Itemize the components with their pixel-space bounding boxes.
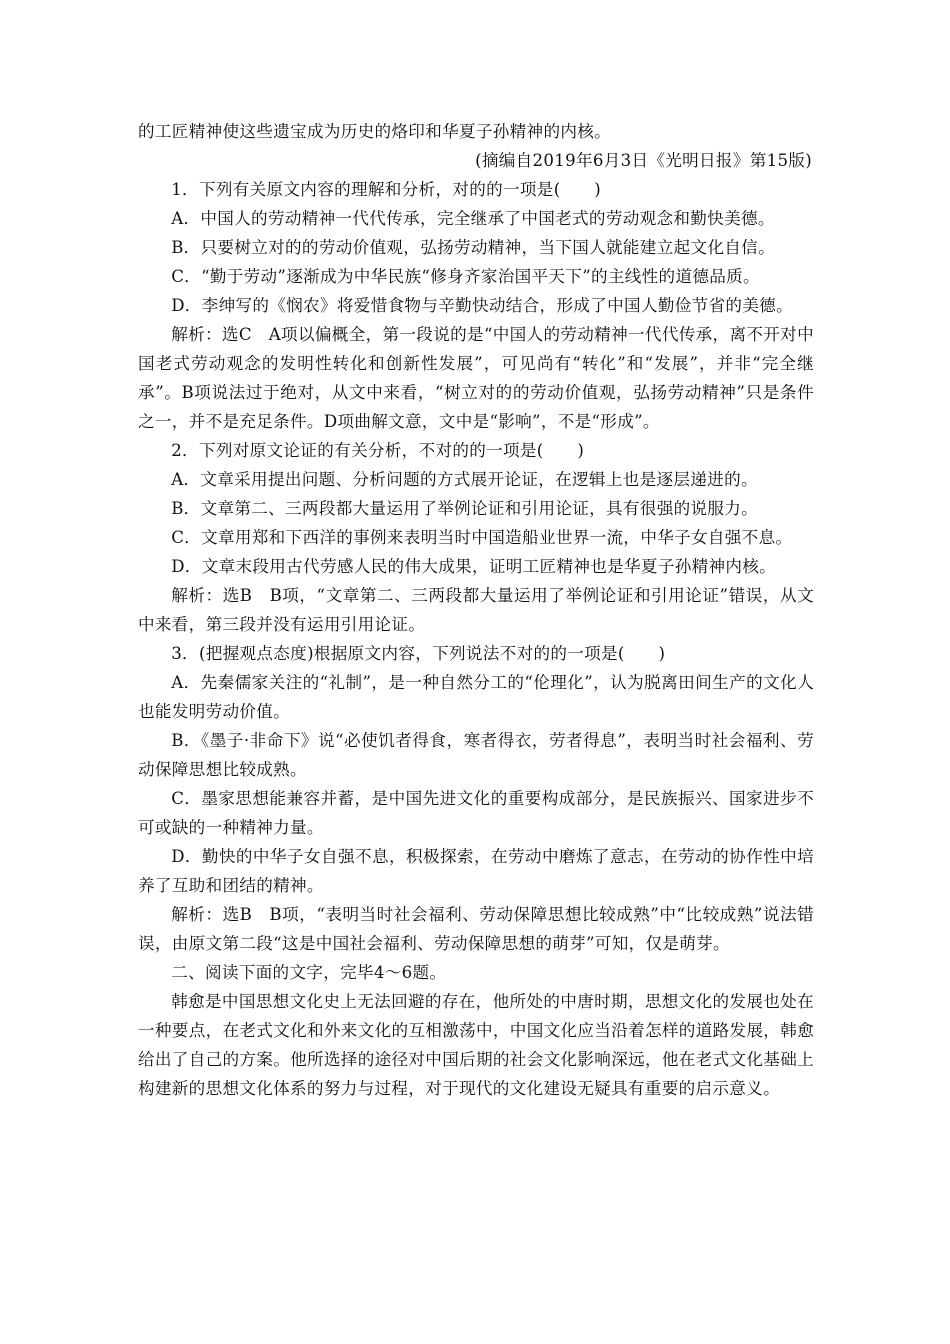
- question-1: 1．下列有关原文内容的理解和分析，对的的一项是( ): [171, 180, 602, 199]
- question-2-option-c: C．文章用郑和下西洋的事例来表明当时中国造船业世界一流，中华子女自强不息。: [171, 528, 793, 547]
- question-2-option-d: D．文章末段用古代劳感人民的伟大成果，证明工匠精神也是华夏子孙精神内核。: [171, 557, 777, 576]
- question-3-option-a: A．先秦儒家关注的“礼制”，是一种自然分工的“伦理化”，认为脱离田间生产的文化人也能发明劳动价值。: [138, 673, 814, 721]
- question-3-option-c: C．墨家思想能兼容并蓄，是中国先进文化的重要构成部分，是民族振兴、国家进步不可或缺的一种精神力量。: [138, 789, 815, 837]
- question-1-option-b: B．只要树立对的的劳动价值观，弘扬劳动精神，当下国人就能建立起文化自信。: [171, 238, 775, 257]
- document-page: [138, 117, 814, 1103]
- question-3-option-d: D．勤快的中华子女自强不息，积极探索，在劳动中磨炼了意志，在劳动的协作性中培养了互助和团结的精神。: [138, 847, 814, 895]
- question-2-option-a: A．文章采用提出问题、分析问题的方式展开论证，在逻辑上也是逐层递进的。: [171, 470, 758, 489]
- question-1-analysis: 解析：选C A项以偏概全，第一段说的是“中国人的劳动精神一代代传承，离不开对中国老式劳动观念的发明性转化和创新性发展”，可见尚有“转化”和“发展”，并非“完全继承”。B项说法过于绝对，从文中来看，“树立对的的劳动价值观，弘扬劳动精神”只是条件之一，并不是充足条件。D项曲解文意，文中是“影响”，不是“形成”。: [138, 325, 814, 431]
- question-2: 2．下列对原文论证的有关分析，不对的的一项是( ): [171, 441, 585, 460]
- question-3: 3．(把握观点态度)根据原文内容，下列说法不对的的一项是( ): [171, 644, 666, 663]
- text-continuation: 的工匠精神使这些遗宝成为历史的烙印和华夏子孙精神的内核。: [138, 122, 612, 141]
- question-1-option-c: C．“勤于劳动”逐渐成为中华民族“修身齐家治国平天下”的主线性的道德品质。: [171, 267, 760, 286]
- reading-passage: 韩愈是中国思想文化史上无法回避的存在，他所处的中唐时期，思想文化的发展也处在一种要点，在老式文化和外来文化的互相激荡中，中国文化应当沿着怎样的道路发展，韩愈给出了自己的方案。他所选择的途径对中国后期的社会文化影响深远，他在老式文化基础上构建新的思想文化体系的努力与过程，对于现代的文化建设无疑具有重要的启示意义。: [138, 992, 814, 1098]
- question-3-analysis: 解析：选B B项，“表明当时社会福利、劳动保障思想比较成熟”中“比较成熟”说法错误，由原文第二段“这是中国社会福利、劳动保障思想的萌芽”可知，仅是萌芽。: [138, 905, 814, 953]
- source-citation: (摘编自2019年6月3日《光明日报》第15版): [475, 151, 812, 170]
- question-2-option-b: B．文章第二、三两段都大量运用了举例论证和引用论证，具有很强的说服力。: [171, 499, 759, 518]
- question-2-analysis: 解析：选B B项，“文章第二、三两段都大量运用了举例论证和引用论证”错误，从文中来看，第三段并没有运用引用论证。: [138, 586, 814, 634]
- question-3-option-b: B．《墨子·非命下》说“必使饥者得食，寒者得衣，劳者得息”，表明当时社会福利、劳动保障思想比较成熟。: [138, 731, 814, 779]
- question-1-option-d: D．李绅写的《悯农》将爱惜食物与辛勤快动结合，形成了中国人勤俭节省的美德。: [171, 296, 793, 315]
- section-2-heading: 二、阅读下面的文字，完毕4～6题。: [171, 963, 447, 982]
- question-1-option-a: A．中国人的劳动精神一代代传承，完全继承了中国老式的劳动观念和勤快美德。: [171, 209, 775, 228]
